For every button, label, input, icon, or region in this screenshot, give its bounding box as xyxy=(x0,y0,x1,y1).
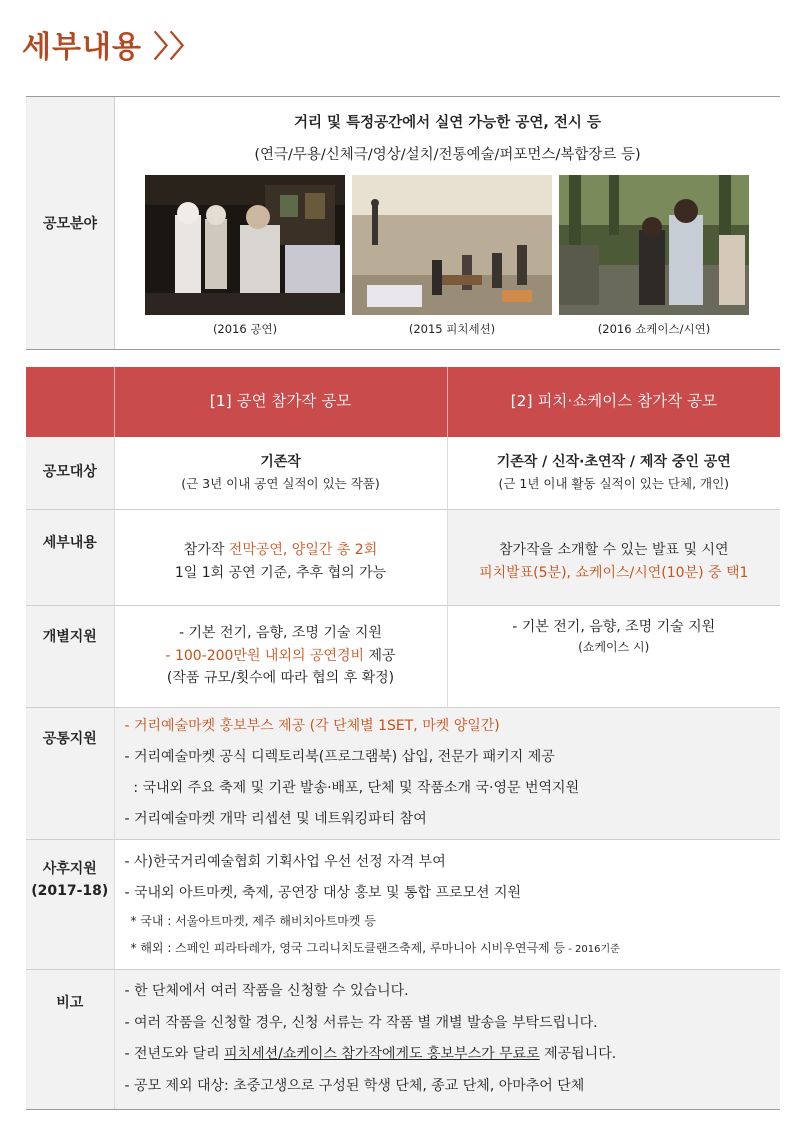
field-description: 거리 및 특정공간에서 실연 가능한 공연, 전시 등 xyxy=(294,115,601,131)
remarks-item: - 한 단체에서 여러 작품을 신청할 수 있습니다. xyxy=(124,983,409,999)
post-item: - 사)한국거리예술협회 기획사업 우선 선정 자격 부여 xyxy=(124,853,446,870)
table-row-target xyxy=(26,437,780,509)
header-pitch-showcase: [2] 피치·쇼케이스 참가작 공모 xyxy=(447,367,780,437)
individual-col1-line1: - 기본 전기, 음향, 조명 기술 지원 xyxy=(179,624,382,641)
post-label: 사후지원 xyxy=(42,860,97,877)
post-label-period: (2017-18) xyxy=(31,883,109,900)
field-section xyxy=(26,96,780,350)
post-note-overseas: * 해외 : 스페인 피라타레가, 영국 그리니치도클랜즈축제, 루마니아 시비우연극제 등 - 2016기준 xyxy=(130,940,620,955)
field-genres: (연극/무용/신체극/영상/설치/전통예술/퍼포먼스/복합장르 등) xyxy=(254,147,641,163)
post-note-domestic: * 국내 : 서울아트마켓, 제주 해비치아트마켓 등 xyxy=(130,914,376,929)
photo-showcase xyxy=(559,175,749,315)
header-performance: [1] 공연 참가작 공모 xyxy=(114,367,447,437)
common-item: - 거리예술마켓 홍보부스 제공 (각 단체별 1SET, 마켓 양일간) xyxy=(124,718,500,735)
photo-performance-caption: (2016 공연) xyxy=(212,322,278,336)
table-header-row xyxy=(26,367,780,437)
common-item: : 국내외 주요 축제 및 기관 발송·배포, 단체 및 작품소개 국·영문 번역지원 xyxy=(124,780,580,796)
common-item: - 거리예술마켓 공식 디렉토리북(프로그램북) 삽입, 전문가 패키지 제공 xyxy=(124,749,555,766)
individual-col1-line2: - 100-200만원 내외의 공연경비 제공 xyxy=(165,647,396,664)
photo-performance xyxy=(145,175,345,315)
target-col1-sub: (근 3년 이내 공연 실적이 있는 작품) xyxy=(181,475,380,491)
individual-col2-line2: (쇼케이스 시) xyxy=(578,640,650,655)
individual-col2-line1: - 기본 전기, 음향, 조명 기술 지원 xyxy=(512,618,716,635)
remarks-item: - 여러 작품을 신청할 경우, 신청 서류는 각 작품 별 개별 발송을 부탁드립니다. xyxy=(124,1014,598,1031)
photo-showcase-caption: (2016 쇼케이스/시연) xyxy=(597,322,711,336)
remarks-item: - 전년도와 달리 피치세션/쇼케이스 참가작에게도 홍보부스가 무료로 제공됩니다. xyxy=(124,1046,617,1062)
table-row-remarks xyxy=(26,969,780,1109)
table-row-post xyxy=(26,839,780,969)
details-label: 세부내용 xyxy=(26,509,114,605)
details-col1-line1: 참가작 전막공연, 양일간 총 2회 xyxy=(183,542,378,559)
common-item: - 거리예술마켓 개막 리셉션 및 네트워킹파티 참여 xyxy=(124,810,427,827)
details-col2-line2: 피치발표(5분), 쇼케이스/시연(10분) 중 택1 xyxy=(479,565,749,581)
remarks-free-booth-note: 피치세션/쇼케이스 참가작에게도 홍보부스가 무료로 xyxy=(224,1046,540,1062)
remarks-label: 비고 xyxy=(26,969,114,1109)
post-item: - 국내외 아트마켓, 축제, 공연장 대상 홍보 및 통합 프로모션 지원 xyxy=(124,884,522,901)
details-col2-line1: 참가작을 소개할 수 있는 발표 및 시연 xyxy=(498,542,729,559)
field-content xyxy=(114,97,780,349)
individual-col1-highlight: 100-200만원 내외의 공연경비 xyxy=(174,647,365,664)
field-label: 공모분야 xyxy=(26,97,114,349)
photo-pitch-session xyxy=(352,175,552,315)
header-empty-cell xyxy=(26,367,114,437)
individual-col1-line3: (작품 규모/횟수에 따라 협의 후 확정) xyxy=(166,670,395,687)
details-col1-line2: 1일 1회 공연 기준, 추후 협의 가능 xyxy=(174,565,387,581)
table-row-common xyxy=(26,707,780,839)
page-title: 세부내용 〉〉 xyxy=(22,30,201,65)
application-table xyxy=(26,367,780,1110)
common-label: 공통지원 xyxy=(26,707,114,839)
target-label: 공모대상 xyxy=(26,437,114,509)
table-row-individual xyxy=(26,605,780,707)
remarks-item: - 공모 제외 대상: 초중고생으로 구성된 학생 단체, 종교 단체, 아마추어 단체 xyxy=(124,1077,585,1094)
individual-label: 개별지원 xyxy=(26,605,114,707)
table-row-details xyxy=(26,509,780,605)
photo-pitch-session-caption: (2015 피치세션) xyxy=(408,322,496,336)
details-col1-highlight: 전막공연, 양일간 총 2회 xyxy=(228,542,378,559)
target-col2-title: 기존작 / 신작·초연작 / 제작 중인 공연 xyxy=(496,454,731,471)
target-col2-sub: (근 1년 이내 활동 실적이 있는 단체, 개인) xyxy=(498,475,730,491)
target-col1-title: 기존작 xyxy=(260,454,301,471)
